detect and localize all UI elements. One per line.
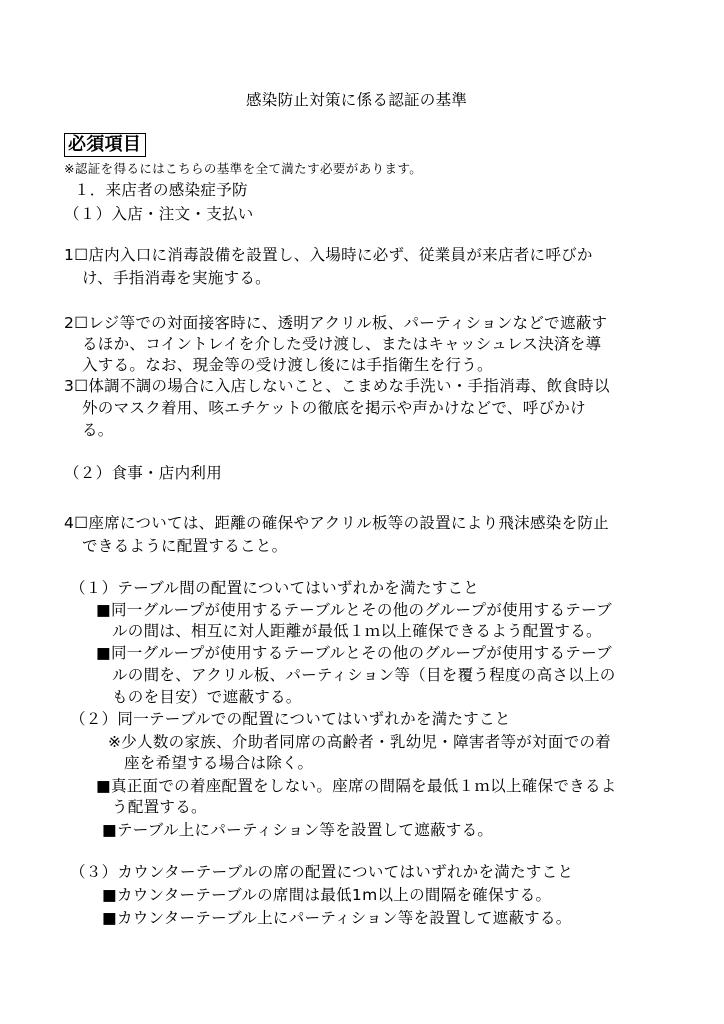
counter-seat-option-b: ■カウンターテーブル上にパーティション等を設置して遮蔽する。	[102, 909, 572, 927]
criterion-2-line-3: 入する。なお、現金等の受け渡し後には手指衛生を行う。	[82, 356, 493, 374]
same-table-option-b: ■テーブル上にパーティション等を設置して遮蔽する。	[102, 821, 494, 839]
required-heading: 必須項目	[68, 134, 142, 155]
page-title: 感染防止対策に係る認証の基準	[246, 91, 468, 109]
table-spacing-option-b-line-3: ものを目安）で遮蔽する。	[112, 688, 302, 706]
table-spacing-heading: （１）テーブル間の配置についてはいずれかを満たすこと	[70, 579, 480, 597]
same-table-note-line-2: 座を希望する場合は除く。	[124, 754, 314, 772]
table-spacing-option-a-line-1: ■同一グループが使用するテーブルとその他のグループが使用するテーブ	[96, 601, 612, 619]
requirement-note: ※認証を得るにはこちらの基準を全て満たす必要があります。	[64, 161, 423, 176]
criterion-2-line-1: 2☐レジ等での対面接客時に、透明アクリル板、パーティションなどで遮蔽す	[64, 314, 608, 332]
criterion-4-line-1: 4☐座席については、距離の確保やアクリル板等の設置により飛沫感染を防止	[64, 514, 609, 532]
same-table-option-a-line-1: ■真正面での着座配置をしない。座席の間隔を最低１ｍ以上確保できるよ	[96, 777, 617, 795]
table-spacing-option-b-line-1: ■同一グループが使用するテーブルとその他のグループが使用するテーブ	[96, 644, 612, 662]
same-table-heading: （２）同一テーブルでの配置についてはいずれかを満たすこと	[70, 710, 511, 728]
section-heading-1: １．来店者の感染症予防	[74, 181, 248, 199]
criterion-3-line-1: 3☐体調不調の場合に入店しないこと、こまめな手洗い・手指消毒、飲食時以	[64, 377, 610, 395]
same-table-note-line-1: ※少人数の家族、介助者同席の高齢者・乳幼児・障害者等が対面での着	[108, 733, 612, 751]
criterion-3-line-3: る。	[82, 421, 114, 439]
criterion-2-line-2: るほか、コイントレイを介した受け渡し、またはキャッシュレス決済を導	[82, 335, 602, 353]
table-spacing-option-b-line-2: ルの間を、アクリル板、パーティション等（目を覆う程度の高さ以上の	[112, 666, 616, 684]
same-table-option-a-line-2: う配置する。	[112, 798, 207, 816]
criterion-1-line-1: 1☐店内入口に消毒設備を設置し、入場時に必ず、従業員が来店者に呼びか	[64, 246, 593, 264]
criterion-3-line-2: 外のマスク着用、咳エチケットの徹底を掲示や声かけなどで、呼びかけ	[82, 399, 586, 417]
subsection-heading-2: （２）食事・店内利用	[64, 464, 223, 482]
subsection-heading-1: （１）入店・注文・支払い	[64, 205, 254, 223]
criterion-1-line-2: け、手指消毒を実施する。	[82, 269, 271, 287]
table-spacing-option-a-line-2: ルの間は、相互に対人距離が最低１ｍ以上確保できるよう配置する。	[112, 622, 602, 640]
counter-seat-heading: （３）カウンターテーブルの席の配置についてはいずれかを満たすこと	[70, 863, 574, 881]
criterion-4-line-2: できるように配置すること。	[82, 537, 288, 555]
counter-seat-option-a: ■カウンターテーブルの席間は最低1m以上の間隔を確保する。	[102, 886, 552, 904]
